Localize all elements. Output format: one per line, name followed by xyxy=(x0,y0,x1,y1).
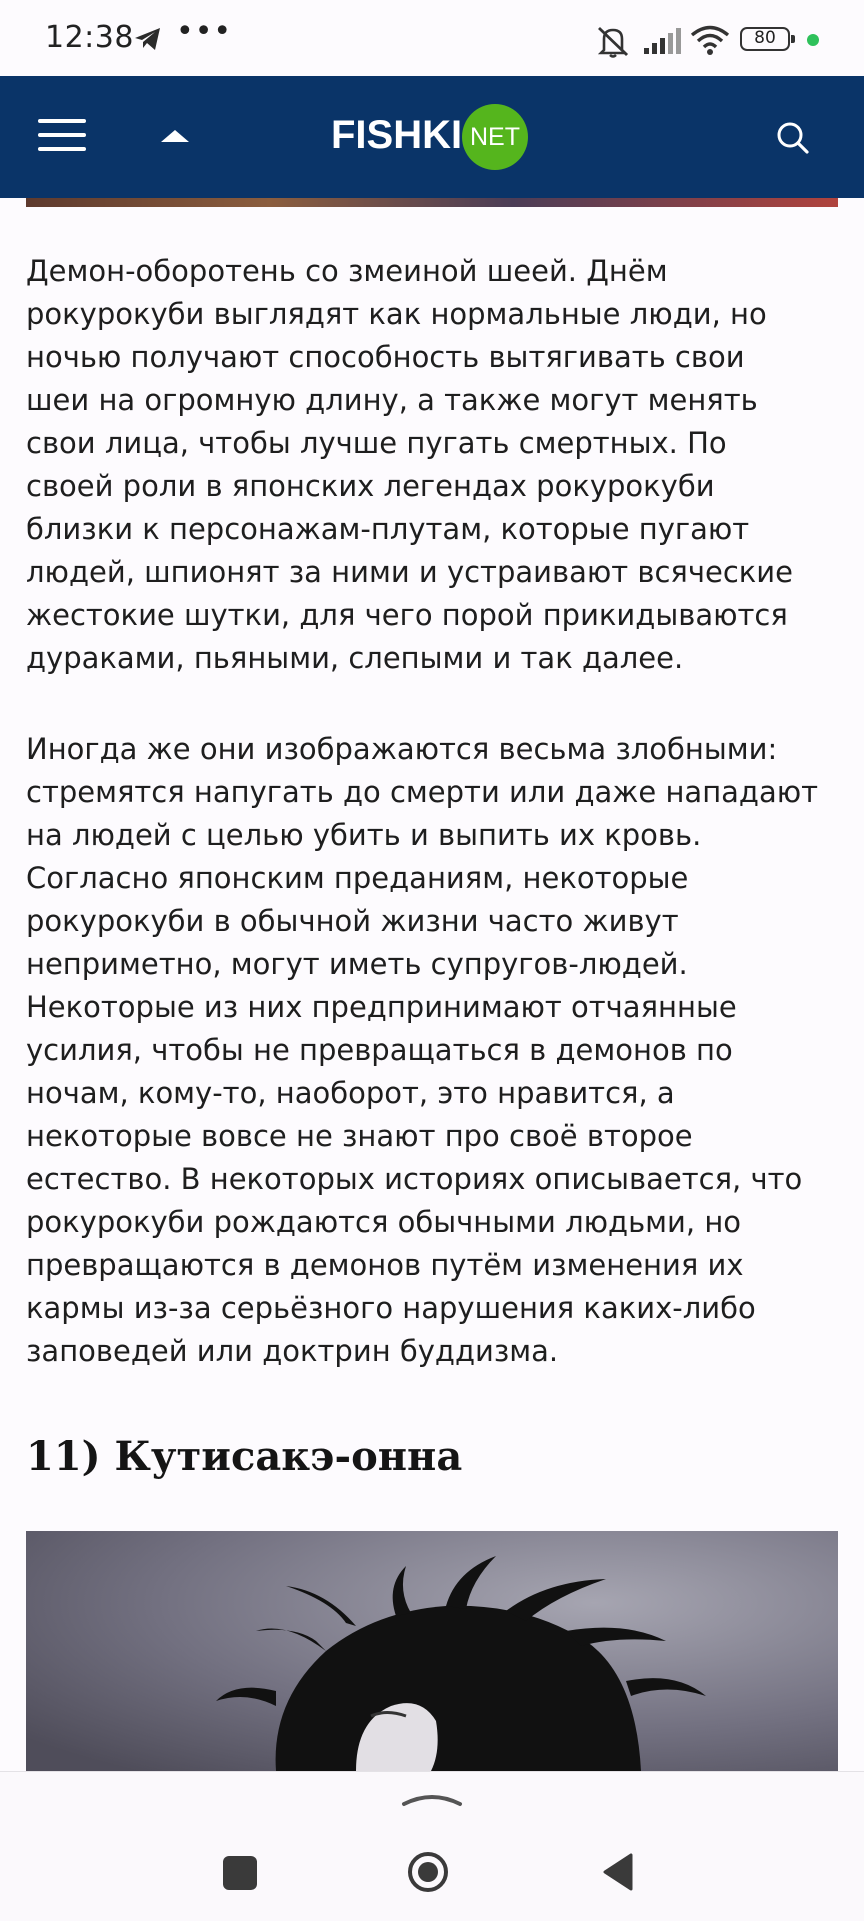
search-icon[interactable] xyxy=(775,120,811,156)
menu-icon-bar xyxy=(38,147,86,151)
menu-icon-bar xyxy=(38,133,86,137)
privacy-indicator-dot xyxy=(807,34,819,46)
recent-apps-icon[interactable] xyxy=(223,1856,257,1890)
telegram-icon xyxy=(133,26,163,52)
site-logo[interactable] xyxy=(331,104,531,170)
chevron-up-icon[interactable] xyxy=(400,1786,464,1808)
menu-button[interactable] xyxy=(38,119,86,155)
logo-badge: NET xyxy=(462,104,528,170)
status-bar xyxy=(0,0,864,76)
battery-icon: 80 xyxy=(740,27,790,51)
signal-icon xyxy=(642,26,682,56)
home-icon[interactable] xyxy=(406,1850,450,1894)
article-paragraph: Иногда же они изображаются весьма злобными: стремятся напугать до смерти или даже нападают на людей с целью убить и выпить их кровь. Согласно японским преданиям, некоторые рокурокуби в обычной жизни часто живут неприметно, могут иметь супругов-людей. Некоторые из них предпринимают отчаянные усилия, чтобы не превращаться в демонов по ночам, кому-то, наоборот, это нравится, а некоторые вовсе не знают про своё второе естество. В некоторых историях описывается, что рокурокуби рождаются обычными людьми, но превращаются в демонов путём изменения их кармы из-за серьёзного нарушения каких-либо заповедей или доктрин буддизма. xyxy=(26,732,819,1368)
article-image[interactable] xyxy=(26,1531,838,1771)
article-paragraph: Демон-оборотень со змеиной шеей. Днём рокурокуби выглядят как нормальные люди, но ночью получают способность вытягивать свои шеи на огромную длину, а также могут менять свои лица, чтобы лучше пугать смертных. По своей роли в японских легендах рокурокуби близки к персонажам-плутам, которые пугают людей, шпионят за ними и устраивают всяческие жестокие шутки, для чего порой прикидываются дураками, пьяными, слепыми и так далее. xyxy=(26,254,793,675)
site-header xyxy=(0,76,864,198)
silent-icon xyxy=(594,24,632,58)
logo-text: FISHKI xyxy=(331,113,463,157)
menu-icon-bar xyxy=(38,119,86,123)
section-heading: 11) Кутисакэ-онна xyxy=(26,1433,463,1480)
scroll-up-icon[interactable] xyxy=(158,124,192,148)
previous-article-image xyxy=(26,198,838,207)
more-notifications-icon: ••• xyxy=(176,14,233,49)
system-navigation-bar xyxy=(0,1771,864,1921)
wifi-icon xyxy=(690,24,730,56)
status-time: 12:38 xyxy=(45,20,134,55)
woman-hair-illustration xyxy=(26,1531,838,1771)
back-icon[interactable] xyxy=(601,1852,635,1892)
